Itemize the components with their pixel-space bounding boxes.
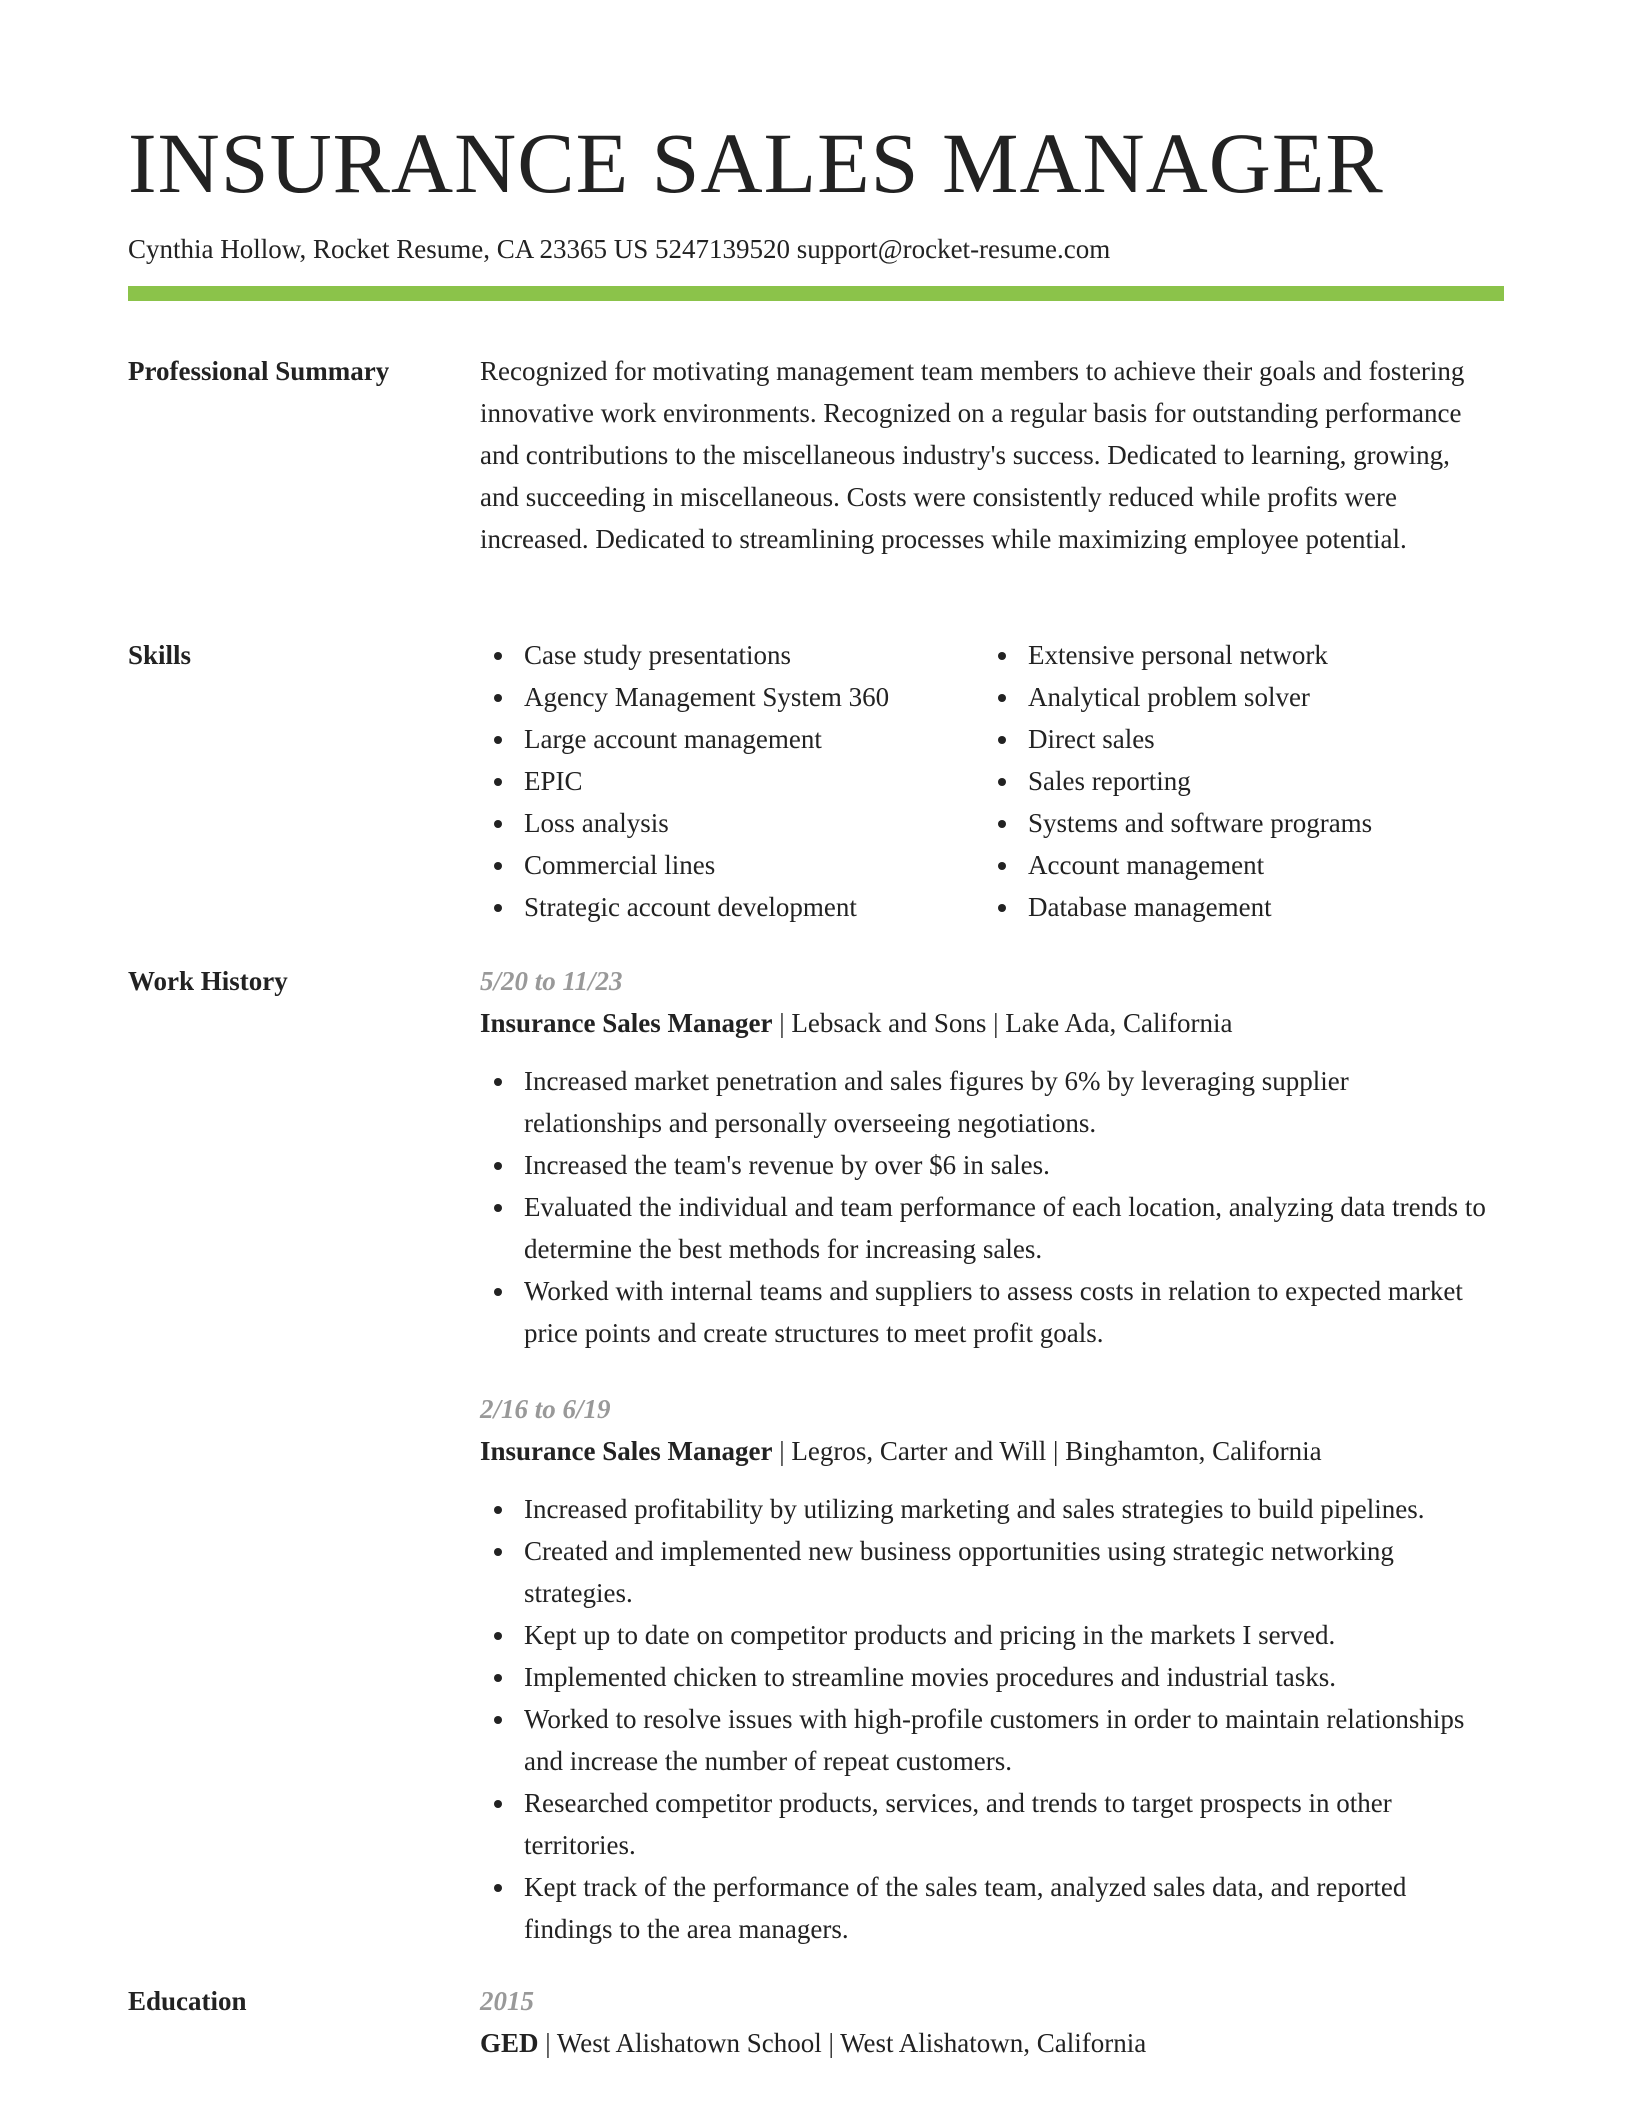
summary-content [480, 350, 1480, 560]
job-bullet: Increased profitability by utilizing marketing and sales strategies to build pipelines. [480, 1488, 1490, 1530]
job-title-line [480, 1002, 1490, 1044]
education-heading: Education [128, 1986, 247, 2016]
job-bullet: Worked with internal teams and suppliers to assess costs in relation to expected market price points and create structures to meet profit goals. [480, 1270, 1490, 1354]
job-bullet: Increased the team's revenue by over $6 in sales. [480, 1144, 1490, 1186]
skills-left-column [480, 634, 984, 928]
job-bullets [480, 1060, 1490, 1354]
job-details: | Legros, Carter and Will | Binghamton, California [772, 1436, 1322, 1466]
job-bullet: Kept track of the performance of the sales team, analyzed sales data, and reported findings to the area managers. [480, 1866, 1490, 1950]
skill-item: Commercial lines [480, 844, 984, 886]
job-bullet: Implemented chicken to streamline movies procedures and industrial tasks. [480, 1656, 1490, 1698]
skill-item: Sales reporting [984, 760, 1504, 802]
skill-item: Large account management [480, 718, 984, 760]
education-content [480, 1980, 1504, 2064]
skill-item: Loss analysis [480, 802, 984, 844]
summary-text: Recognized for motivating management team members to achieve their goals and fostering innovative work environments. Recognized on a regular basis for outstanding performance and contributions to the miscellaneous industry's success. Dedicated to learning, growing, and succeeding in miscellaneous. Costs were consistently reduced while profits were increased. Dedicated to streamlining processes while maximizing employee potential. [480, 356, 1465, 554]
work-history-heading: Work History [128, 966, 288, 996]
job-title: Insurance Sales Manager [480, 1436, 773, 1466]
job-bullet: Worked to resolve issues with high-profile customers in order to maintain relationships and increase the number of repeat customers. [480, 1698, 1490, 1782]
job-bullet: Increased market penetration and sales figures by 6% by leveraging supplier relationships and personally overseeing negotiations. [480, 1060, 1490, 1144]
skill-item: EPIC [480, 760, 984, 802]
skill-item: Case study presentations [480, 634, 984, 676]
skills-right-column [984, 634, 1504, 928]
skill-item: Agency Management System 360 [480, 676, 984, 718]
education-line [480, 2022, 1504, 2064]
job-entry [480, 960, 1490, 1354]
job-title-line [480, 1430, 1490, 1472]
job-bullets [480, 1488, 1490, 1950]
education-details: | West Alishatown School | West Alishatown, California [538, 2028, 1147, 2058]
skill-item: Database management [984, 886, 1504, 928]
education-year: 2015 [480, 1986, 534, 2016]
skill-item: Direct sales [984, 718, 1504, 760]
job-entry [480, 1388, 1490, 1950]
skills-heading: Skills [128, 640, 192, 670]
work-history-content [480, 960, 1490, 1984]
job-title: Insurance Sales Manager [480, 1008, 773, 1038]
resume-title: INSURANCE SALES MANAGER [128, 115, 1384, 211]
skill-item: Strategic account development [480, 886, 984, 928]
skill-item: Analytical problem solver [984, 676, 1504, 718]
accent-divider [128, 286, 1504, 301]
job-bullet: Kept up to date on competitor products and pricing in the markets I served. [480, 1614, 1490, 1656]
skill-item: Extensive personal network [984, 634, 1504, 676]
job-details: | Lebsack and Sons | Lake Ada, California [772, 1008, 1233, 1038]
education-degree: GED [480, 2028, 539, 2058]
skill-item: Systems and software programs [984, 802, 1504, 844]
job-dates: 2/16 to 6/19 [480, 1394, 611, 1424]
job-bullet: Researched competitor products, services, and trends to target prospects in other territories. [480, 1782, 1490, 1866]
skills-content [480, 634, 1504, 928]
job-bullet: Created and implemented new business opportunities using strategic networking strategies. [480, 1530, 1490, 1614]
contact-line: Cynthia Hollow, Rocket Resume, CA 23365 US 5247139520 support@rocket-resume.com [128, 234, 1111, 264]
job-dates: 5/20 to 11/23 [480, 966, 623, 996]
skill-item: Account management [984, 844, 1504, 886]
job-bullet: Evaluated the individual and team performance of each location, analyzing data trends to determine the best methods for increasing sales. [480, 1186, 1490, 1270]
summary-heading: Professional Summary [128, 356, 390, 386]
